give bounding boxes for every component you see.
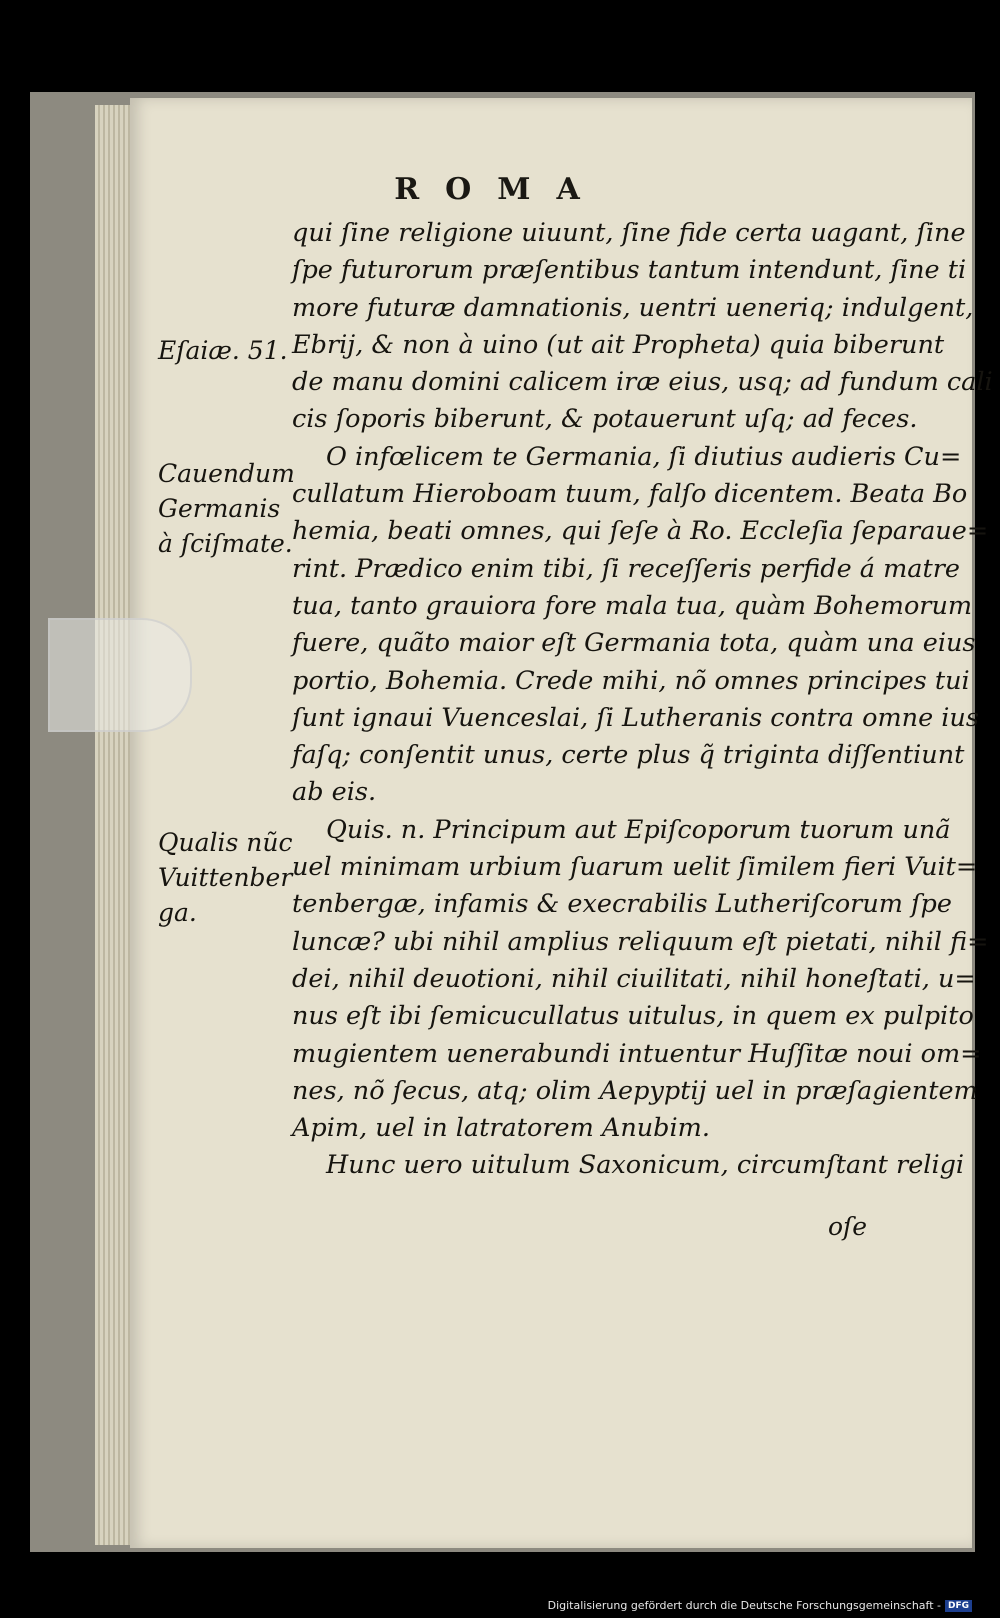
- text-line: cullatum Hieroboam tuum, falſo dicentem. Beata Bo: [292, 479, 968, 510]
- running-head: ROMA: [394, 172, 606, 207]
- main-text-block: [292, 215, 993, 1185]
- digitization-credit: [548, 1599, 972, 1612]
- text-line: tenbergæ, infamis & execrabilis Lutheriſcorum ſpe: [292, 889, 952, 920]
- text-line: ſunt ignaui Vuenceslai, ſi Lutheranis contra omne ius: [292, 702, 979, 733]
- margin-note-line: Vuittenber: [158, 863, 293, 892]
- text-line: Hunc uero uitulum Saxonicum, circumſtant religi: [326, 1150, 965, 1181]
- text-line: faſq; conſentit unus, certe plus q̃ triginta diſſentiunt: [292, 740, 965, 771]
- page-clip-tab: [48, 618, 192, 732]
- text-line: uel minimam urbium ſuarum uelit ſimilem fieri Vuit=: [292, 852, 978, 883]
- text-line: luncæ? ubi nihil amplius reliquum eſt pietati, nihil fi=: [292, 926, 989, 957]
- text-line: fuere, quãto maior eſt Germania tota, quàm una eius: [292, 628, 976, 659]
- text-line: rint. Prædico enim tibi, ſi receſſeris perfide á matre: [292, 553, 961, 584]
- margin-note-line: Germanis: [158, 494, 281, 523]
- margin-note-line: Cauendum: [158, 459, 295, 488]
- margin-note-line: Eſaiæ. 51.: [158, 336, 288, 365]
- margin-note-line: à ſciſmate.: [158, 529, 293, 558]
- dfg-logo: DFG: [945, 1600, 972, 1612]
- margin-note-cauendum: [158, 456, 295, 561]
- text-line: qui ſine religione uiuunt, ſine fide certa uagant, ſine: [292, 218, 966, 248]
- text-line: more futuræ damnationis, uentri ueneriq; indulgent,: [292, 292, 974, 323]
- text-line: Quis. n. Principum aut Epiſcoporum tuorum unã: [326, 814, 951, 845]
- text-line: de manu domini calicem iræ eius, usq; ad fundum cali: [292, 367, 993, 398]
- margin-note-esaiae: [158, 333, 288, 368]
- margin-note-line: ga.: [158, 898, 197, 927]
- catchword: oſe: [828, 1212, 868, 1241]
- text-line: cis ſoporis biberunt, & potauerunt uſq; ad feces.: [292, 404, 918, 435]
- text-line: nus eſt ibi ſemicucullatus uitulus, in quem ex pulpito: [292, 1001, 974, 1032]
- credit-text: Digitalisierung gefördert durch die Deutsche Forschungsgemeinschaft -: [547, 1599, 941, 1612]
- text-line: tua, tanto grauiora fore mala tua, quàm Bohemorum: [292, 590, 973, 621]
- text-line: ſpe futurorum præſentibus tantum intendunt, ſine ti: [292, 255, 967, 286]
- text-line: O infœlicem te Germania, ſi diutius audieris Cu=: [326, 441, 962, 472]
- margin-note-qualis: [158, 825, 292, 930]
- text-line: dei, nihil deuotioni, nihil ciuilitati, nihil honeſtati, u=: [292, 963, 976, 994]
- text-line: hemia, beati omnes, qui ſeſe à Ro. Eccleſia ſeparaue=: [292, 516, 989, 547]
- text-line: mugientem uenerabundi intuentur Huſſitæ noui om=: [292, 1038, 982, 1069]
- text-line: Apim, uel in latratorem Anubim.: [292, 1113, 710, 1144]
- text-line: nes, nõ ſecus, atq; olim Aepyptij uel in præſagientem: [292, 1075, 978, 1106]
- text-line: ab eis.: [292, 777, 377, 808]
- page-edges: [95, 105, 135, 1545]
- margin-note-line: Qualis nũc: [158, 828, 293, 857]
- text-line: portio, Bohemia. Crede mihi, nõ omnes principes tui: [292, 665, 970, 696]
- text-line: Ebrij, & non à uino (ut ait Propheta) quia biberunt: [292, 329, 945, 360]
